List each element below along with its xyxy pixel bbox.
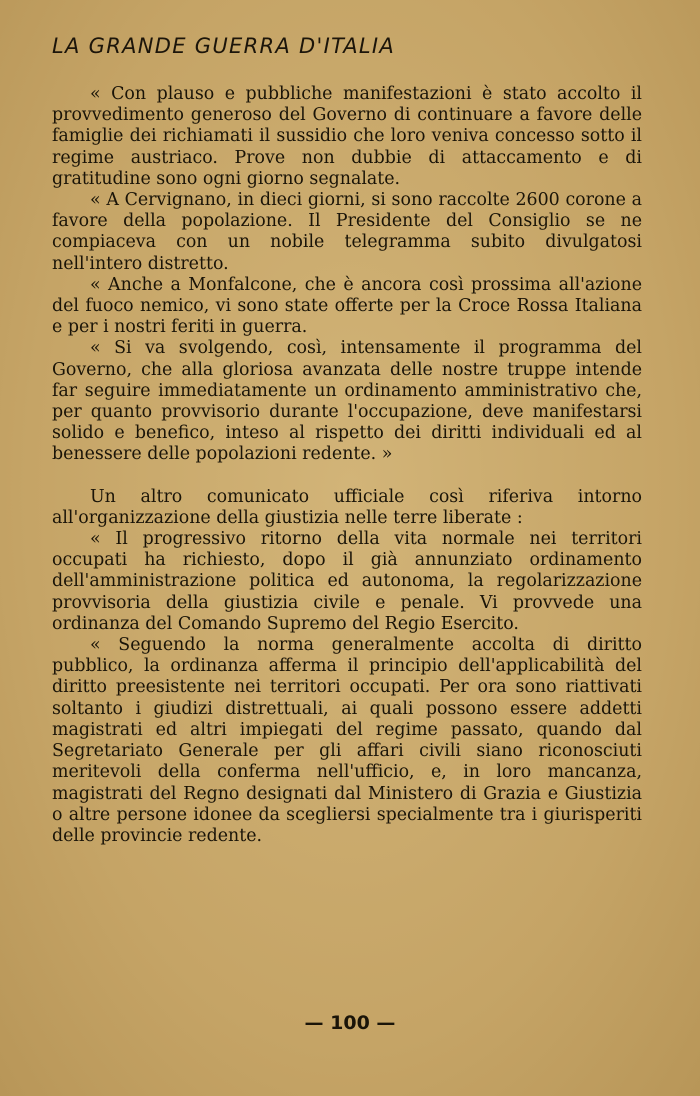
body-text: [52, 84, 642, 847]
paragraph-altro-comunicato: Un altro comunicato ufficiale così riferiva intorno all'organizzazione della giustizia nelle terre liberate :: [52, 486, 642, 528]
paragraph-sussidio: « Con plauso e pubbliche manifestazioni è stato accolto il provvedimento generoso del Governo di continuare a favore delle famiglie dei richiamati il sussidio che loro veniva concesso sotto il regime austriaco. Prove non dubbie di attaccamento e di gratitudine sono ogni giorno segnalate.: [52, 84, 642, 189]
paragraph-programma-governo: « Si va svolgendo, così, intensamente il programma del Governo, che alla gloriosa avanzata delle nostre truppe intende far seguire immediatamente un ordinamento amministrativo che, per quanto provvisorio durante l'occupazione, deve manifestarsi solido e benefico, inteso al rispetto dei diritti individuali ed al benessere delle popolazioni redente. »: [52, 338, 642, 465]
page-number: — 100 —: [304, 1012, 396, 1034]
paragraph-norma-diritto-pubblico: « Seguendo la norma generalmente accolta di diritto pubblico, la ordinanza afferma il principio dell'applicabilità del diritto preesistente nei territori occupati. Per ora sono riattivati soltanto i giudizi distrettuali, ai quali possono essere addetti magistrati ed altri impiegati del regime passato, quando dal Segretariato Generale per gli affari civili siano riconosciuti meritevoli della conferma nell'ufficio, e, in loro mancanza, magistrati del Regno designati dal Ministero di Grazia e Giustizia o altre persone idonee da scegliersi specialmente tra i giurisperiti delle provincie redente.: [52, 635, 642, 846]
paragraph-ritorno-vita-normale: « Il progressivo ritorno della vita normale nei territori occupati ha richiesto, dopo il già annunziato ordinamento dell'amministrazione politica ed autonoma, la regolarizzazione provvisoria della giustizia civile e penale. Vi provvede una ordinanza del Comando Supremo del Regio Esercito.: [52, 529, 642, 634]
running-header: LA GRANDE GUERRA D'ITALIA: [52, 34, 396, 58]
paragraph-cervignano: « A Cervignano, in dieci giorni, si sono raccolte 2600 corone a favore della popolazione. Il Presidente del Consiglio se ne compiaceva con un nobile telegramma subito divulgatosi nell'intero distretto.: [52, 190, 642, 274]
paragraph-monfalcone: « Anche a Monfalcone, che è ancora così prossima all'azione del fuoco nemico, vi sono state offerte per la Croce Rossa Italiana e per i nostri feriti in guerra.: [52, 274, 642, 338]
